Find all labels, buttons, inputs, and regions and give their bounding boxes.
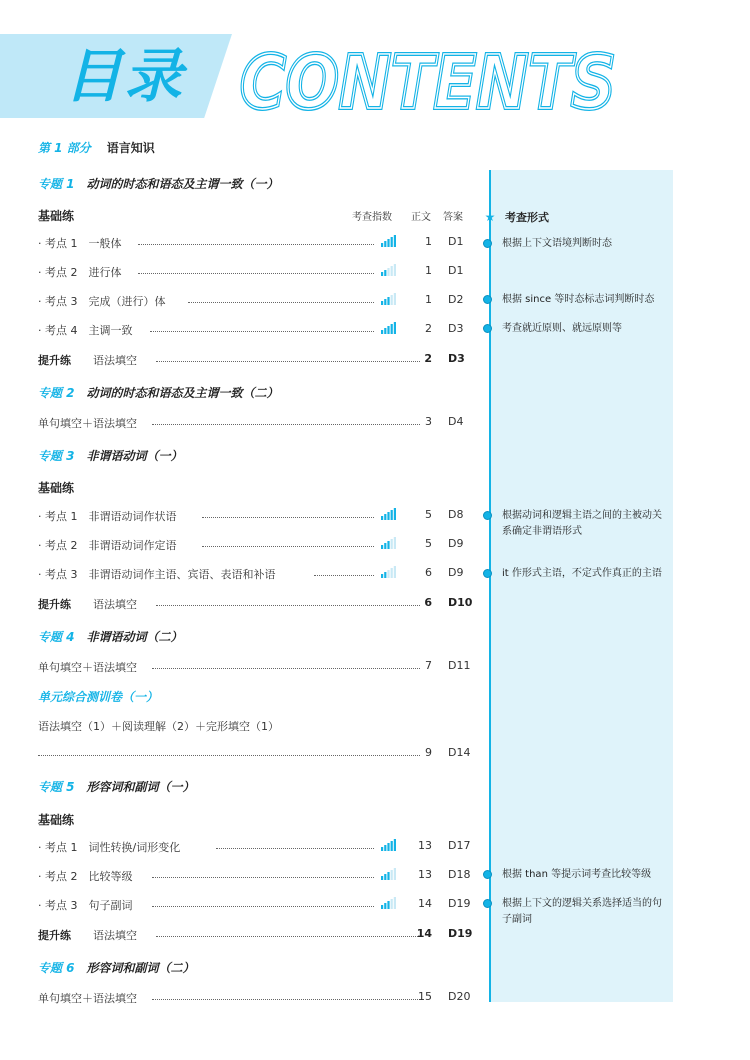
entry-page: 7 bbox=[425, 659, 432, 672]
signal-bar bbox=[387, 239, 389, 247]
signal-bars-icon bbox=[381, 322, 397, 334]
signal-bar bbox=[381, 847, 383, 851]
dot-leader bbox=[138, 244, 374, 245]
bullet-icon bbox=[483, 239, 492, 248]
entry-answer-page: D17 bbox=[448, 839, 471, 852]
toc-entry[interactable] bbox=[38, 264, 468, 280]
entry-page: 2 bbox=[425, 322, 432, 335]
toc-entry[interactable] bbox=[38, 566, 468, 582]
entry-answer-page: D2 bbox=[448, 293, 464, 306]
sub-heading-basic: 基础练 bbox=[38, 813, 75, 827]
signal-bar bbox=[387, 872, 389, 880]
signal-bar bbox=[394, 868, 396, 880]
toc-entry[interactable] bbox=[38, 839, 471, 855]
signal-bar bbox=[394, 293, 396, 305]
entry-page: 6 bbox=[425, 566, 432, 579]
topic-number: 专题 5 bbox=[38, 780, 75, 794]
entry-label: · 考点 3 完成（进行）体 bbox=[38, 295, 166, 308]
signal-bar bbox=[394, 264, 396, 276]
topic-number: 专题 1 bbox=[38, 177, 75, 191]
toc-entry[interactable] bbox=[38, 897, 471, 913]
contents-wordmark-inline: CONTENTS bbox=[240, 40, 616, 118]
column-head-index: 考查指数 bbox=[352, 212, 392, 223]
signal-bar bbox=[387, 570, 389, 578]
toc-entry[interactable] bbox=[38, 927, 473, 943]
dot-leader bbox=[202, 517, 374, 518]
signal-bar bbox=[381, 574, 383, 578]
entry-page: 1 bbox=[425, 264, 432, 277]
signal-bar bbox=[387, 901, 389, 909]
toc-entry[interactable] bbox=[38, 508, 468, 524]
topic-heading[interactable] bbox=[38, 959, 195, 976]
signal-bar bbox=[394, 322, 396, 334]
note-item bbox=[483, 867, 669, 883]
toc-entry[interactable] bbox=[38, 352, 468, 368]
page-title: 目录 bbox=[64, 42, 185, 110]
entry-label: · 考点 2 进行体 bbox=[38, 266, 122, 279]
entry-page: 13 bbox=[418, 839, 432, 852]
signal-bar bbox=[384, 328, 386, 334]
signal-bars-icon bbox=[381, 839, 397, 851]
signal-bar bbox=[394, 839, 396, 851]
toc-entry[interactable] bbox=[38, 990, 471, 1006]
topic-number: 专题 4 bbox=[38, 630, 75, 644]
entry-label: 语法填空 bbox=[93, 354, 137, 367]
toc-entry[interactable] bbox=[38, 322, 468, 338]
signal-bars-icon bbox=[381, 537, 397, 549]
topic-heading[interactable] bbox=[38, 628, 183, 645]
signal-bar bbox=[384, 874, 386, 880]
signal-bar bbox=[391, 841, 393, 851]
entry-answer-page: D1 bbox=[448, 264, 464, 277]
bullet-icon bbox=[483, 870, 492, 879]
toc-entry[interactable] bbox=[38, 293, 468, 309]
entry-label: · 考点 1 词性转换/词形变化 bbox=[38, 841, 181, 854]
column-head-text-page: 正文 bbox=[411, 212, 431, 223]
note-item bbox=[483, 321, 669, 337]
signal-bar bbox=[391, 899, 393, 909]
topic-name: 动词的时态和语态及主谓一致（一） bbox=[86, 177, 279, 191]
topic-name: 非谓语动词（一） bbox=[86, 449, 183, 463]
signal-bar bbox=[391, 870, 393, 880]
entry-answer-page: D3 bbox=[448, 322, 464, 335]
signal-bar bbox=[391, 510, 393, 520]
entry-label: · 考点 2 比较等级 bbox=[38, 870, 133, 883]
toc-entry[interactable] bbox=[38, 659, 471, 675]
part-name: 语言知识 bbox=[106, 141, 155, 155]
dot-leader bbox=[152, 424, 420, 425]
contents-wordmark-outline: CONTENTS bbox=[240, 40, 616, 118]
topic-number: 专题 6 bbox=[38, 961, 75, 975]
dot-leader bbox=[152, 906, 374, 907]
part-heading bbox=[38, 139, 155, 156]
bullet-icon bbox=[483, 324, 492, 333]
dot-leader bbox=[156, 361, 420, 362]
sub-heading-advanced: 提升练 bbox=[38, 598, 71, 611]
dot-leader bbox=[216, 848, 374, 849]
toc-entry[interactable] bbox=[38, 596, 473, 612]
signal-bar bbox=[394, 235, 396, 247]
signal-bars-icon bbox=[381, 508, 397, 520]
bullet-icon bbox=[483, 295, 492, 304]
entry-page: 15 bbox=[418, 990, 432, 1003]
entry-page: 14 bbox=[418, 897, 432, 910]
signal-bar bbox=[391, 539, 393, 549]
notes-panel-heading bbox=[483, 210, 549, 224]
topic-heading[interactable] bbox=[38, 447, 183, 464]
topic-name: 动词的时态和语态及主谓一致（二） bbox=[86, 386, 279, 400]
column-head-answer-page: 答案 bbox=[443, 212, 463, 223]
note-text: 根据 since 等时态标志词判断时态 bbox=[502, 294, 655, 305]
signal-bar bbox=[387, 268, 389, 276]
toc-entry[interactable] bbox=[38, 415, 468, 431]
entry-page: 3 bbox=[425, 415, 432, 428]
signal-bar bbox=[394, 897, 396, 909]
entry-page: 13 bbox=[418, 868, 432, 881]
note-text: 考查就近原则、就远原则等 bbox=[502, 323, 622, 334]
signal-bars-icon bbox=[381, 566, 397, 578]
signal-bar bbox=[394, 537, 396, 549]
signal-bar bbox=[381, 330, 383, 334]
entry-label: · 考点 1 一般体 bbox=[38, 237, 122, 250]
note-text: 根据动词和逻辑主语之间的主被动关系确定非谓语形式 bbox=[502, 510, 662, 537]
entry-label: 语法填空 bbox=[93, 929, 137, 942]
entry-answer-page: D11 bbox=[448, 659, 471, 672]
notes-panel-heading-label: 考查形式 bbox=[505, 211, 549, 224]
topic-heading[interactable] bbox=[38, 778, 195, 795]
signal-bars-icon bbox=[381, 235, 397, 247]
topic-heading[interactable] bbox=[38, 175, 279, 192]
signal-bar bbox=[391, 266, 393, 276]
signal-bar bbox=[381, 243, 383, 247]
bullet-icon bbox=[483, 899, 492, 908]
dot-leader bbox=[138, 273, 374, 274]
signal-bar bbox=[384, 572, 386, 578]
entry-label: 单句填空＋语法填空 bbox=[38, 417, 137, 430]
sub-heading-basic: 基础练 bbox=[38, 209, 75, 223]
topic-name: 形容词和副词（一） bbox=[86, 780, 195, 794]
entry-label: 语法填空（1）＋阅读理解（2）＋完形填空（1） bbox=[38, 720, 279, 733]
signal-bar bbox=[384, 241, 386, 247]
unit-test-heading[interactable]: 单元综合测训卷（一） bbox=[38, 690, 159, 704]
dot-leader bbox=[150, 331, 374, 332]
entry-answer-page: D3 bbox=[448, 352, 465, 365]
topic-number: 专题 3 bbox=[38, 449, 75, 463]
entry-answer-page: D4 bbox=[448, 415, 464, 428]
topic-name: 形容词和副词（二） bbox=[86, 961, 195, 975]
signal-bar bbox=[384, 903, 386, 909]
signal-bar bbox=[384, 270, 386, 276]
entry-answer-page: D14 bbox=[448, 746, 471, 759]
entry-label: 语法填空 bbox=[93, 598, 137, 611]
dot-leader bbox=[156, 605, 420, 606]
signal-bar bbox=[391, 295, 393, 305]
entry-label: · 考点 1 非谓语动词作状语 bbox=[38, 510, 177, 523]
entry-answer-page: D19 bbox=[448, 927, 473, 940]
signal-bar bbox=[391, 568, 393, 578]
signal-bar bbox=[387, 297, 389, 305]
toc-entry[interactable] bbox=[38, 718, 471, 764]
signal-bar bbox=[391, 237, 393, 247]
entry-label: · 考点 3 非谓语动词作主语、宾语、表语和补语 bbox=[38, 568, 276, 581]
signal-bar bbox=[387, 326, 389, 334]
sub-heading-advanced: 提升练 bbox=[38, 354, 71, 367]
topic-number: 专题 2 bbox=[38, 386, 75, 400]
sub-heading-basic: 基础练 bbox=[38, 481, 75, 495]
signal-bar bbox=[391, 324, 393, 334]
note-item bbox=[483, 896, 669, 928]
entry-page: 2 bbox=[424, 352, 432, 365]
signal-bar bbox=[387, 512, 389, 520]
signal-bars-icon bbox=[381, 264, 397, 276]
entry-answer-page: D10 bbox=[448, 596, 473, 609]
signal-bar bbox=[394, 566, 396, 578]
bullet-icon bbox=[483, 569, 492, 578]
entry-label: · 考点 4 主调一致 bbox=[38, 324, 133, 337]
toc-entry[interactable] bbox=[38, 235, 468, 251]
signal-bars-icon bbox=[381, 293, 397, 305]
dot-leader bbox=[38, 755, 420, 756]
entry-answer-page: D1 bbox=[448, 235, 464, 248]
signal-bars-icon bbox=[381, 897, 397, 909]
signal-bar bbox=[381, 876, 383, 880]
bullet-icon bbox=[483, 511, 492, 520]
part-number: 第 1 部分 bbox=[38, 141, 91, 155]
dot-leader bbox=[202, 546, 374, 547]
note-item bbox=[483, 236, 669, 252]
note-item bbox=[483, 292, 669, 308]
entry-answer-page: D9 bbox=[448, 537, 464, 550]
entry-page: 5 bbox=[425, 508, 432, 521]
entry-label: 单句填空＋语法填空 bbox=[38, 992, 137, 1005]
note-text: 根据上下文的逻辑关系选择适当的句子副词 bbox=[502, 898, 662, 925]
entry-answer-page: D20 bbox=[448, 990, 471, 1003]
note-text: 根据 than 等提示词考查比较等级 bbox=[502, 869, 652, 880]
entry-page: 6 bbox=[424, 596, 432, 609]
signal-bar bbox=[381, 905, 383, 909]
toc-entry[interactable] bbox=[38, 537, 468, 553]
entry-page: 9 bbox=[425, 746, 432, 759]
dot-leader bbox=[188, 302, 374, 303]
dot-leader bbox=[152, 877, 374, 878]
entry-label: 单句填空＋语法填空 bbox=[38, 661, 137, 674]
signal-bar bbox=[394, 508, 396, 520]
dot-leader bbox=[152, 668, 420, 669]
entry-answer-page: D19 bbox=[448, 897, 471, 910]
entry-answer-page: D9 bbox=[448, 566, 464, 579]
note-item bbox=[483, 508, 669, 540]
topic-heading[interactable] bbox=[38, 384, 279, 401]
note-text: it 作形式主语，不定式作真正的主语 bbox=[502, 568, 662, 579]
entry-label: · 考点 2 非谓语动词作定语 bbox=[38, 539, 177, 552]
signal-bar bbox=[384, 845, 386, 851]
dot-leader bbox=[156, 936, 420, 937]
topic-name: 非谓语动词（二） bbox=[86, 630, 183, 644]
star-icon: ★ bbox=[484, 210, 496, 224]
toc-entry[interactable] bbox=[38, 868, 471, 884]
note-item bbox=[483, 566, 669, 582]
signal-bar bbox=[384, 543, 386, 549]
entry-page: 14 bbox=[416, 927, 432, 940]
dot-leader bbox=[152, 999, 420, 1000]
entry-label: · 考点 3 句子副词 bbox=[38, 899, 133, 912]
signal-bar bbox=[381, 272, 383, 276]
sub-heading-advanced: 提升练 bbox=[38, 929, 71, 942]
signal-bar bbox=[384, 299, 386, 305]
dot-leader bbox=[314, 575, 374, 576]
entry-answer-page: D8 bbox=[448, 508, 464, 521]
signal-bar bbox=[381, 301, 383, 305]
entry-page: 5 bbox=[425, 537, 432, 550]
signal-bar bbox=[381, 516, 383, 520]
signal-bar bbox=[387, 541, 389, 549]
entry-page: 1 bbox=[425, 293, 432, 306]
entry-page: 1 bbox=[425, 235, 432, 248]
signal-bar bbox=[387, 843, 389, 851]
contents-wordmark bbox=[236, 40, 636, 118]
note-text: 根据上下文语境判断时态 bbox=[502, 238, 612, 249]
signal-bars-icon bbox=[381, 868, 397, 880]
entry-answer-page: D18 bbox=[448, 868, 471, 881]
signal-bar bbox=[384, 514, 386, 520]
signal-bar bbox=[381, 545, 383, 549]
